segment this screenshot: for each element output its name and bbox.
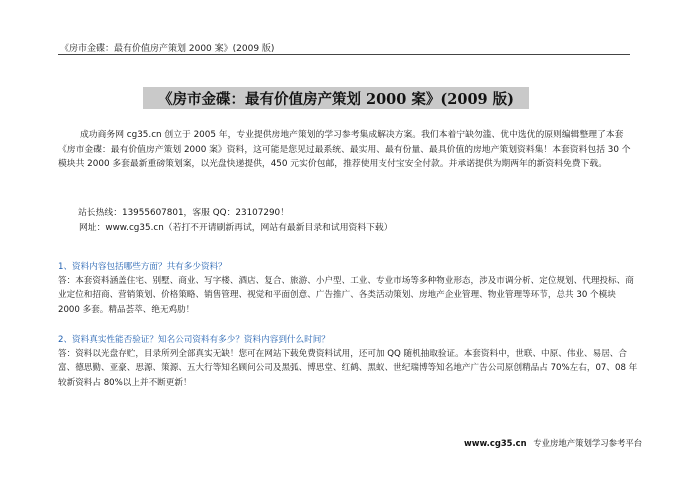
document-title: 《房市金碟：最有价值房产策划 2000 案》(2009 版) — [143, 87, 529, 109]
contact-block — [78, 206, 638, 236]
intro-text: 成功商务网 cg35.cn 创立于 2005 年，专业提供房地产策划的学习参考集成解决方案。我们本着宁缺勿滥、优中选优的原则编辑整理了本套《房市金碟：最有价值房产策划 2000 案》资料，这可能是您见过最系统、最实用、最有份量、最具价值的房地产策划资料集！本套资料包括 30 个模块共 2000 多套最新重磅策划案，以光盘快递提供，450 元实价包邮，推荐使用支付宝安全付款。并承诺提供为期两年的新资料免费下载。 — [58, 130, 631, 169]
running-header: 《房市金碟：最有价值房产策划 2000 案》(2009 版) — [60, 44, 275, 54]
footer-site-link[interactable]: www.cg35.cn — [464, 438, 527, 448]
intro-paragraph — [58, 128, 638, 172]
faq-question: 2、资料真实性能否验证？知名公司资料有多少？资料内容到什么时间？ — [58, 335, 330, 345]
faq-answer: 答：本套资料涵盖住宅、别墅、商业、写字楼、酒店、复合、旅游、小户型、工业、专业市场等多种物业形态，涉及市调分析、定位规划、代理投标、商业定位和招商、营销策划、价格策略、销售管理、视觉和平面创意、广告推广、各类活动策划、房地产企业管理、物业管理等环节，总共 30 个模块 2000 多套。精品荟萃、绝无鸡肋！ — [58, 276, 634, 315]
page-footer — [464, 437, 642, 449]
faq-answer: 答：资料以光盘存贮，目录所列全部真实无缺！您可在网站下载免费资料试用，还可加 QQ 随机抽取验证。本套资料中，世联、中原、伟业、易居、合富、德思勤、亚豪、思源、策源、五大行等知名顾问公司及黑弧、博思堂、红鹤、黑蚁、世纪瑞博等知名地产广告公司原创精品占 70%左右，07、08 年较新资料占 80%以上并不断更新！ — [58, 349, 638, 388]
header-divider — [58, 54, 630, 55]
faq-question: 1、资料内容包括哪些方面？共有多少资料？ — [58, 262, 227, 272]
footer-tagline: 专业房地产策划学习参考平台 — [533, 438, 643, 448]
contact-phone: 站长热线：13955607801，客服 QQ：23107290！ — [78, 208, 289, 218]
faq-item — [58, 333, 638, 390]
faq-item — [58, 260, 638, 317]
contact-website[interactable]: 网址：www.cg35.cn（若打不开请刷新再试，网站有最新目录和试用资料下载） — [79, 223, 393, 233]
